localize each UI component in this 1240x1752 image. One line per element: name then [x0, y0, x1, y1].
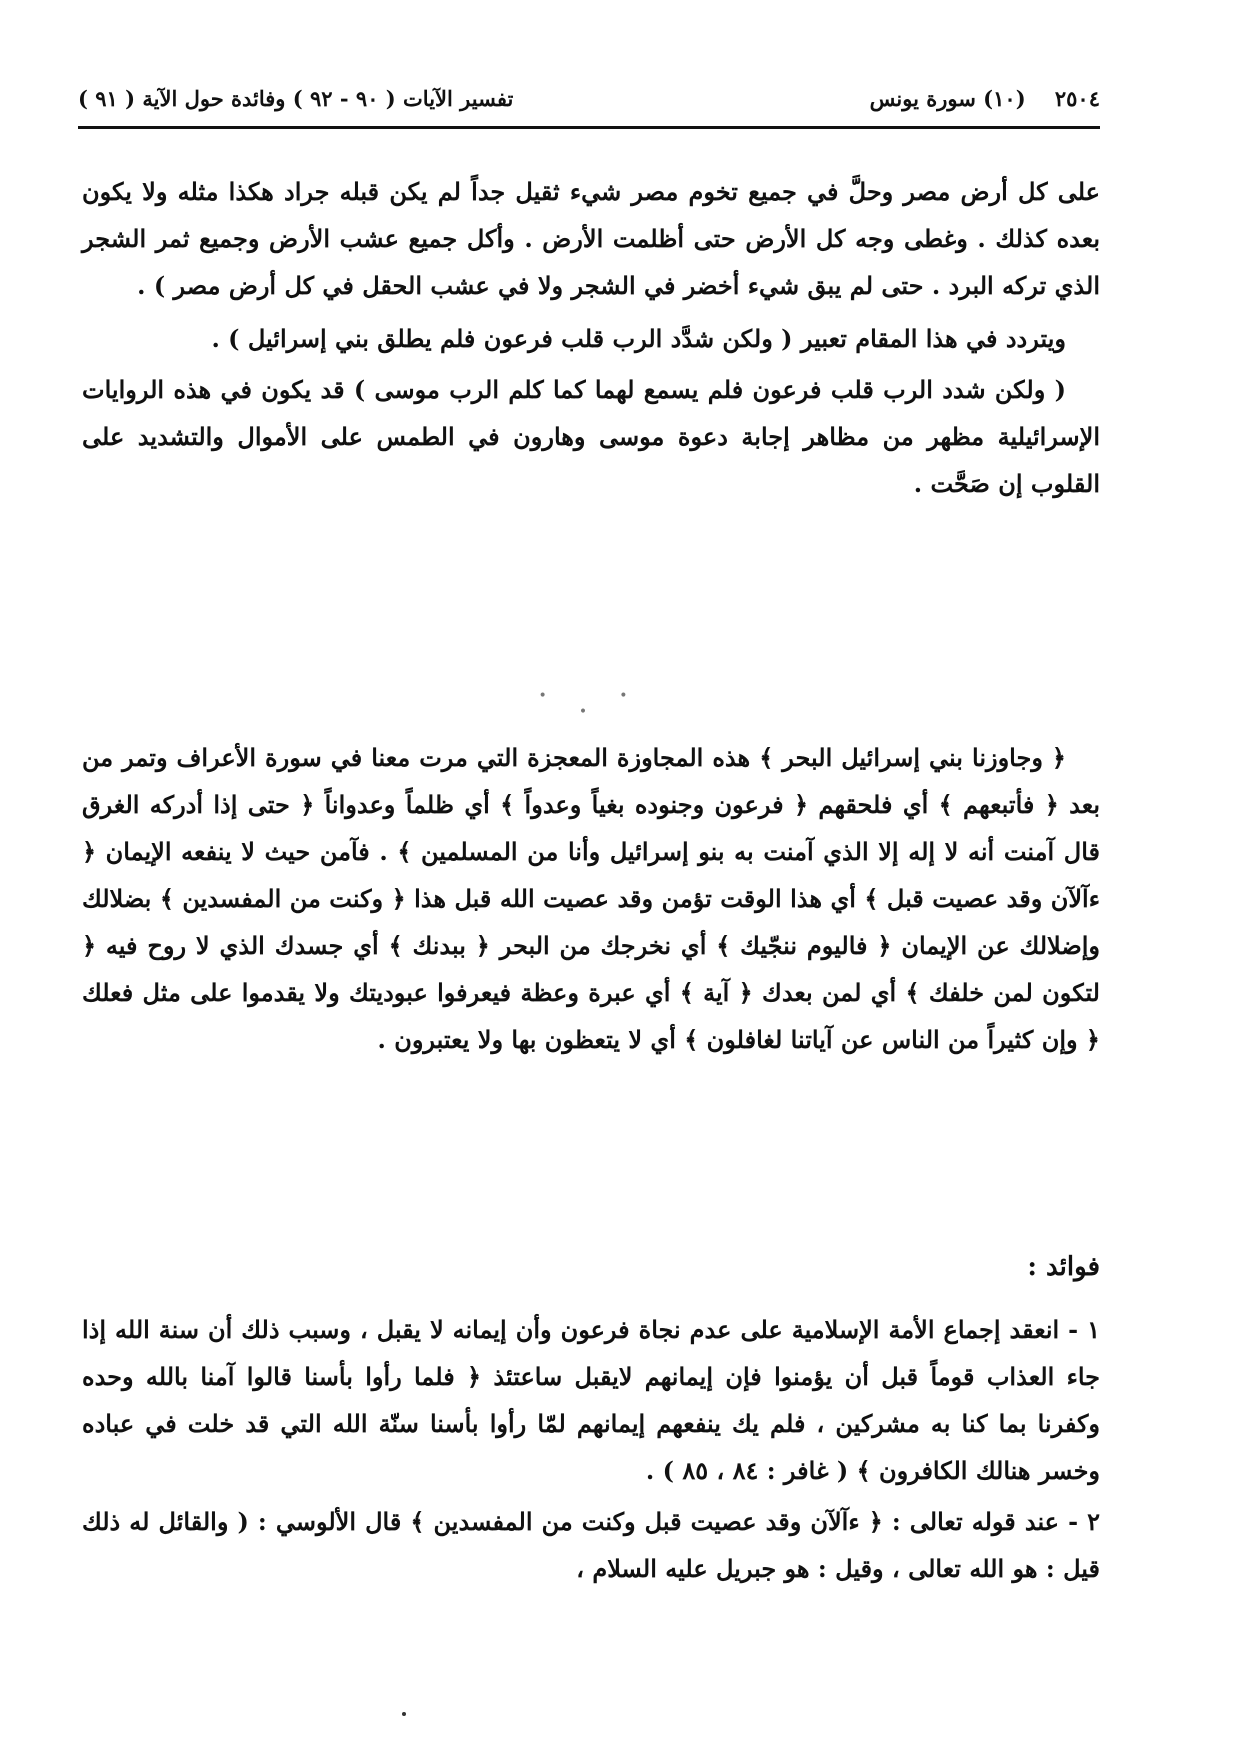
- commentary: أي عبرة وعظة فيعرفوا عبوديتك ولا يقدموا على مثل فعلك: [82, 978, 680, 1007]
- commentary: أي هذا الوقت تؤمن وقد عصيت الله قبل هذا: [405, 884, 865, 913]
- commentary: أي ظلماً وعدواناً: [314, 790, 501, 819]
- commentary: ٢ - عند قوله تعالى :: [882, 1507, 1100, 1536]
- verse-quote: ﴿ ءآلآن وقد عصيت قبل وكنت من المفسدين ﴾: [410, 1507, 883, 1536]
- citation: ( غافر : ٨٤ ، ٨٥ ) .: [645, 1456, 857, 1485]
- header-rule: [78, 126, 1100, 129]
- commentary: هذه المجاوزة المعجزة التي مرت معنا في سورة الأعراف وتمر من بعد: [82, 743, 1101, 819]
- paragraph-3: ( ولكن شدد الرب قلب فرعون فلم يسمع لهما كما كلم الرب موسى ) قد يكون في هذه الروايات الإسرائيلية مظهر من مظاهر إجابة دعوة موسى وهارون في الطمس على الأموال والتشديد على القلوب إن صَحَّت .: [82, 375, 1100, 498]
- tafsir-paragraph: [82, 734, 1100, 1063]
- verse-quote: ﴿ وجاوزنا بني إسرائيل البحر ﴾: [759, 743, 1066, 772]
- verse-quote: ﴿ آية ﴾: [679, 978, 753, 1007]
- verse-quote: ﴿ حتى إذا أدركه الغرق قال آمنت أنه لا إله إلا الذي آمنت به بنو إسرائيل وأنا من المسلمين ﴾: [82, 790, 1100, 866]
- commentary: ١ - انعقد إجماع الأمة الإسلامية على عدم نجاة فرعون وأن إيمانه لا يقبل ، وسبب ذلك أن سنة الله إذا جاء العذاب قوماً قبل أن يؤمنوا فإن إيمانهم لايقبل ساعتئذ: [82, 1315, 1101, 1391]
- verse-quote: ﴿ وإن كثيراً من الناس عن آياتنا لغافلون ﴾: [684, 1025, 1100, 1054]
- commentary: . فآمن حيث لا ينفعه الإيمان: [96, 837, 398, 866]
- verse-quote: ﴿ فاليوم ننجّيك ﴾: [716, 931, 892, 960]
- surah-name: (١٠) سورة يونس: [869, 85, 1026, 111]
- section-tafsir: [82, 734, 1100, 1063]
- paragraph-2: ويتردد في هذا المقام تعبير ( ولكن شدَّد الرب قلب فرعون فلم يطلق بني إسرائيل ) .: [211, 324, 1066, 353]
- verse-quote: ﴿ فأتبعهم ﴾: [938, 790, 1059, 819]
- section-fawaid: [82, 1306, 1100, 1592]
- header-title: تفسير الآيات ( ٩٠ - ٩٢ ) وفائدة حول الآية ( ٩١ ): [78, 85, 514, 111]
- stray-mark: [402, 1712, 406, 1716]
- running-header: [78, 78, 1100, 118]
- fawaid-item-2: [82, 1498, 1100, 1592]
- section-separator: • • •: [538, 688, 662, 720]
- section-quotation: [82, 168, 1100, 507]
- commentary: بضلالك وإضلالك عن الإيمان: [82, 884, 1101, 960]
- verse-quote: ﴿ لتكون لمن خلفك ﴾: [82, 931, 1100, 1007]
- commentary: أي فلحقهم: [808, 790, 939, 819]
- verse-quote: ﴿ فلما رأوا بأسنا قالوا آمنا بالله وحده وكفرنا بما كنا به مشركين ، فلم يك ينفعهم إيمانهم لمّا رأوا بأسنا سنّة الله التي قد خلت في عباده وخسر هنالك الكافرون ﴾: [82, 1362, 1100, 1485]
- commentary: قال الألوسي : ( والقائل له ذلك قيل : هو الله تعالى ، وقيل : هو جبريل عليه السلام ،: [82, 1507, 1100, 1583]
- fawaid-item-1: [82, 1306, 1100, 1494]
- verse-quote: ﴿ ببدنك ﴾: [388, 931, 490, 960]
- fawaid-heading: فوائد :: [1027, 1252, 1100, 1282]
- verse-quote: ﴿ فرعون وجنوده بغياً وعدواً ﴾: [500, 790, 809, 819]
- verse-quote: ﴿ ءآلآن وقد عصيت قبل ﴾: [82, 837, 1100, 913]
- page-number: ٢٥٠٤: [1054, 85, 1100, 111]
- verse-quote: ﴿ وكنت من المفسدين ﴾: [159, 884, 406, 913]
- header-right: [870, 86, 1100, 111]
- paragraph-1: على كل أرض مصر وحلَّ في جميع تخوم مصر شيء ثقيل جداً لم يكن قبله جراد هكذا مثله ولا يكون بعده كذلك . وغطى وجه كل الأرض حتى أظلمت الأرض . وأكل جميع عشب الأرض وجميع ثمر الشجر الذي تركه البرد . حتى لم يبق شيء أخضر في الشجر ولا في عشب الحقل في كل أرض مصر ) .: [82, 177, 1100, 300]
- commentary: أي لمن بعدك: [752, 978, 906, 1007]
- commentary: أي جسدك الذي لا روح فيه: [96, 931, 389, 960]
- commentary: أي نخرجك من البحر: [489, 931, 717, 960]
- commentary: أي لا يتعظون بها ولا يعتبرون .: [377, 1025, 685, 1054]
